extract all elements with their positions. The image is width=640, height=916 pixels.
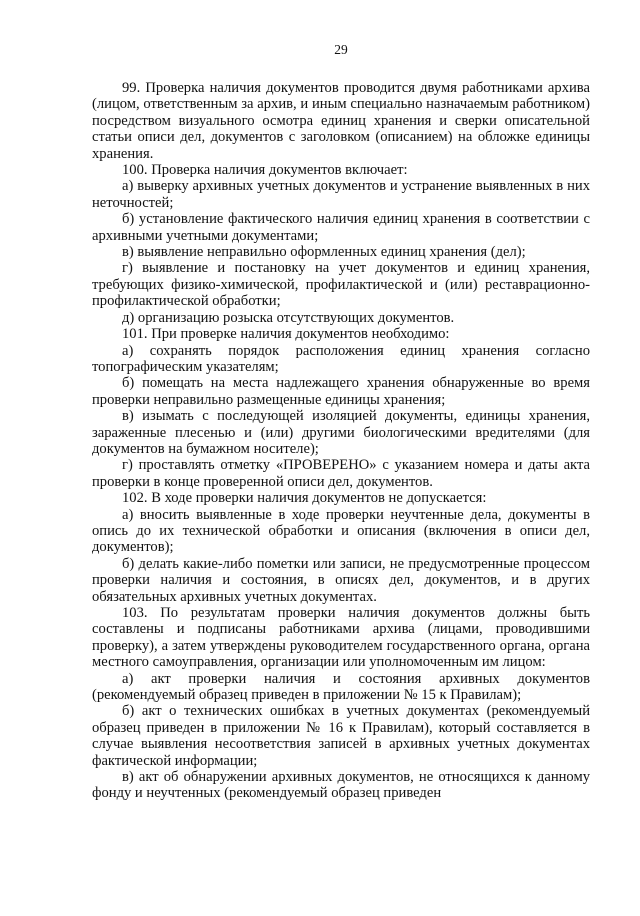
list-item: а) акт проверки наличия и состояния архивных документов (рекомендуемый образец приведен в приложении № 15 к Правилам); <box>92 670 590 704</box>
list-item: д) организацию розыска отсутствующих документов. <box>122 309 455 326</box>
list-item: а) вносить выявленные в ходе проверки неучтенные дела, документы в опись до их технической обработки и описания (включения в описи дел, документов); <box>92 506 590 556</box>
list-item: в) изымать с последующей изоляцией документы, единицы хранения, зараженные плесенью и (или) другими биологическими вредителями (для документов на бумажном носителе); <box>92 408 590 457</box>
paragraph-100: 100. Проверка наличия документов включает: <box>122 162 408 179</box>
list-item: а) выверку архивных учетных документов и устранение выявленных в них неточностей; <box>92 178 590 211</box>
list-item: б) делать какие-либо пометки или записи, не предусмотренные процессом проверки наличия и состояния, в описях дел, документов, и в других обязательных архивных учетных документах. <box>92 555 590 605</box>
paragraph-103: 103. По результатам проверки наличия документов должны быть составлены и подписаны работниками архива (лицами, проводившими проверку), а затем утверждены руководителем государственного органа, органа местного самоуправления, организации или уполномоченным им лицом: <box>92 605 590 671</box>
page-number: 29 <box>334 42 348 57</box>
list-item: в) акт об обнаружении архивных документов, не относящихся к данному фонду и неучтенных (рекомендуемый образец приведен <box>92 769 590 802</box>
list-item: г) выявление и постановку на учет документов и единиц хранения, требующих физико-химической, профилактической и (или) реставрационно-профилактической обработки; <box>92 260 590 310</box>
paragraph-102: 102. В ходе проверки наличия документов не допускается: <box>122 490 487 507</box>
list-item: б) помещать на места надлежащего хранения обнаруженные во время проверки неправильно размещенные единицы хранения; <box>92 375 590 408</box>
list-item: б) акт о технических ошибках в учетных документах (рекомендуемый образец приведен в приложении № 16 к Правилам), который составляется в случае выявления несоответствия записей в архивных учетных документах фактической информации; <box>92 703 590 769</box>
list-item: в) выявление неправильно оформленных единиц хранения (дел); <box>122 244 526 261</box>
list-item: г) проставлять отметку «ПРОВЕРЕНО» с указанием номера и даты акта проверки в конце проверенной описи дел, документов. <box>92 457 590 490</box>
list-item: а) сохранять порядок расположения единиц хранения согласно топографическим указателям; <box>92 342 590 375</box>
paragraph-99: 99. Проверка наличия документов проводится двумя работниками архива (лицом, ответственным за архив, и иным специально назначаемым работником) посредством визуального осмотра единиц хранения и сверки описательной статьи описи дел, документов с заголовком (описанием) на обложке единицы хранения. <box>92 80 590 162</box>
list-item: б) установление фактического наличия единиц хранения в соответствии с архивными учетными документами; <box>92 211 590 244</box>
document-body <box>92 80 590 802</box>
paragraph-101: 101. При проверке наличия документов необходимо: <box>122 326 450 343</box>
